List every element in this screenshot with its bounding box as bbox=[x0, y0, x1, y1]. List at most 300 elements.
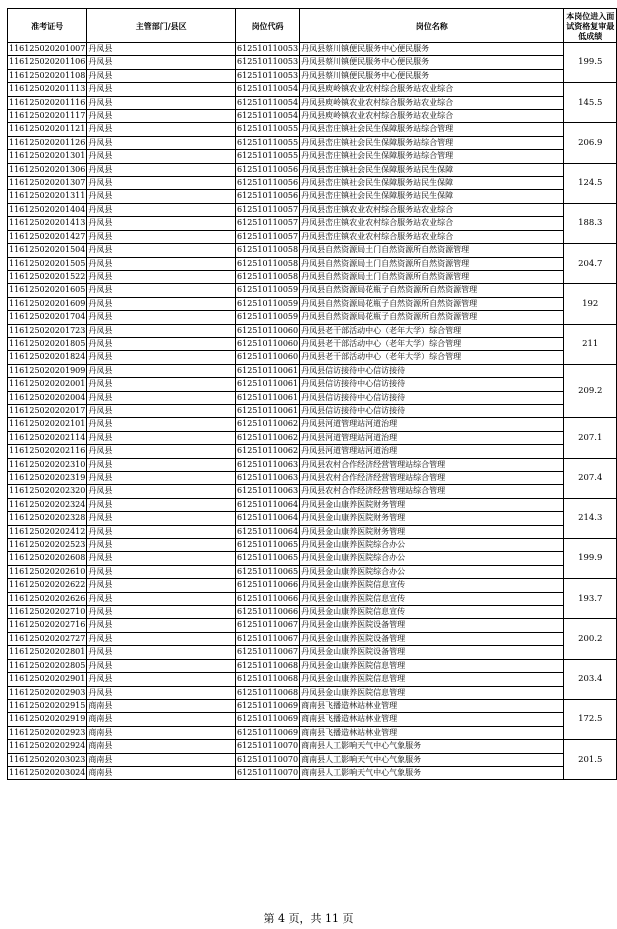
department-cell: 丹凤县 bbox=[87, 270, 236, 283]
position-name-cell: 丹凤县自然资源局土门自然资源所自然资源管理 bbox=[300, 270, 564, 283]
exam-id-cell: 116125020202116 bbox=[8, 445, 87, 458]
exam-id-cell: 116125020201723 bbox=[8, 324, 87, 337]
exam-id-cell: 116125020202923 bbox=[8, 726, 87, 739]
position-name-cell: 丹凤县河道管理站河道治理 bbox=[300, 431, 564, 444]
exam-id-cell: 116125020201126 bbox=[8, 136, 87, 149]
min-score-cell: 188.3 bbox=[564, 203, 617, 243]
position-name-cell: 商南县人工影响天气中心气象服务 bbox=[300, 753, 564, 766]
position-name-cell: 丹凤县金山康养医院财务管理 bbox=[300, 525, 564, 538]
table-row bbox=[8, 552, 617, 565]
table-row bbox=[8, 431, 617, 444]
position-name-cell: 丹凤县老干部活动中心（老年大学）综合管理 bbox=[300, 337, 564, 350]
position-name-cell: 商南县飞播造林站林业管理 bbox=[300, 699, 564, 712]
exam-id-cell: 116125020202319 bbox=[8, 472, 87, 485]
min-score-cell: 200.2 bbox=[564, 619, 617, 659]
department-cell: 丹凤县 bbox=[87, 539, 236, 552]
table-row bbox=[8, 297, 617, 310]
department-cell: 丹凤县 bbox=[87, 632, 236, 645]
table-row bbox=[8, 177, 617, 190]
exam-id-cell: 116125020202310 bbox=[8, 458, 87, 471]
position-code-cell: 612510110053 bbox=[236, 43, 300, 56]
table-row bbox=[8, 123, 617, 136]
position-code-cell: 612510110067 bbox=[236, 619, 300, 632]
position-code-cell: 612510110066 bbox=[236, 606, 300, 619]
min-score-cell: 145.5 bbox=[564, 83, 617, 123]
position-code-cell: 612510110070 bbox=[236, 766, 300, 779]
position-code-cell: 612510110063 bbox=[236, 458, 300, 471]
department-cell: 丹凤县 bbox=[87, 391, 236, 404]
exam-id-cell: 116125020202017 bbox=[8, 404, 87, 417]
department-cell: 商南县 bbox=[87, 726, 236, 739]
department-cell: 丹凤县 bbox=[87, 190, 236, 203]
position-name-cell: 丹凤县信访接待中心信访接待 bbox=[300, 364, 564, 377]
table-row bbox=[8, 646, 617, 659]
exam-id-cell: 116125020202626 bbox=[8, 592, 87, 605]
exam-id-cell: 116125020201121 bbox=[8, 123, 87, 136]
position-name-cell: 丹凤县金山康养医院设备管理 bbox=[300, 632, 564, 645]
position-code-cell: 612510110059 bbox=[236, 311, 300, 324]
department-cell: 丹凤县 bbox=[87, 163, 236, 176]
position-code-cell: 612510110060 bbox=[236, 337, 300, 350]
table-row bbox=[8, 257, 617, 270]
table-row bbox=[8, 136, 617, 149]
table-row bbox=[8, 619, 617, 632]
position-name-cell: 丹凤县峦庄镇社会民生保障服务站民生保障 bbox=[300, 190, 564, 203]
exam-id-cell: 116125020202412 bbox=[8, 525, 87, 538]
exam-id-cell: 116125020201805 bbox=[8, 337, 87, 350]
table-row bbox=[8, 43, 617, 56]
exam-id-cell: 116125020201522 bbox=[8, 270, 87, 283]
position-name-cell: 丹凤县河道管理站河道治理 bbox=[300, 445, 564, 458]
table-row bbox=[8, 270, 617, 283]
table-row bbox=[8, 391, 617, 404]
position-code-cell: 612510110069 bbox=[236, 699, 300, 712]
position-name-cell: 丹凤县峦庄镇农业农村综合服务站农业综合 bbox=[300, 230, 564, 243]
min-score-cell: 172.5 bbox=[564, 699, 617, 739]
department-cell: 丹凤县 bbox=[87, 324, 236, 337]
position-code-cell: 612510110065 bbox=[236, 552, 300, 565]
table-row bbox=[8, 163, 617, 176]
min-score-cell: 124.5 bbox=[564, 163, 617, 203]
min-score-cell: 207.1 bbox=[564, 418, 617, 458]
department-cell: 丹凤县 bbox=[87, 565, 236, 578]
department-cell: 商南县 bbox=[87, 713, 236, 726]
exam-id-cell: 116125020202903 bbox=[8, 686, 87, 699]
position-name-cell: 丹凤县河道管理站河道治理 bbox=[300, 418, 564, 431]
position-name-cell: 丹凤县峦庄镇社会民生保障服务站民生保障 bbox=[300, 163, 564, 176]
department-cell: 商南县 bbox=[87, 699, 236, 712]
table-row bbox=[8, 753, 617, 766]
min-score-cell: 214.3 bbox=[564, 498, 617, 538]
exam-id-cell: 116125020201117 bbox=[8, 110, 87, 123]
department-cell: 丹凤县 bbox=[87, 257, 236, 270]
department-cell: 商南县 bbox=[87, 766, 236, 779]
exam-id-cell: 116125020202608 bbox=[8, 552, 87, 565]
exam-id-cell: 116125020203024 bbox=[8, 766, 87, 779]
exam-id-cell: 116125020201301 bbox=[8, 150, 87, 163]
position-code-cell: 612510110068 bbox=[236, 659, 300, 672]
position-name-cell: 丹凤县金山康养医院设备管理 bbox=[300, 619, 564, 632]
table-row bbox=[8, 498, 617, 511]
table-row bbox=[8, 579, 617, 592]
position-name-cell: 丹凤县信访接待中心信访接待 bbox=[300, 378, 564, 391]
table-row bbox=[8, 150, 617, 163]
min-score-cell: 201.5 bbox=[564, 740, 617, 780]
exam-id-cell: 116125020201609 bbox=[8, 297, 87, 310]
position-code-cell: 612510110059 bbox=[236, 284, 300, 297]
table-row bbox=[8, 284, 617, 297]
position-code-cell: 612510110061 bbox=[236, 404, 300, 417]
position-name-cell: 丹凤县信访接待中心信访接待 bbox=[300, 404, 564, 417]
department-cell: 丹凤县 bbox=[87, 378, 236, 391]
table-row bbox=[8, 565, 617, 578]
position-code-cell: 612510110057 bbox=[236, 217, 300, 230]
department-cell: 丹凤县 bbox=[87, 458, 236, 471]
department-cell: 丹凤县 bbox=[87, 337, 236, 350]
position-code-cell: 612510110055 bbox=[236, 136, 300, 149]
position-code-cell: 612510110066 bbox=[236, 579, 300, 592]
position-name-cell: 丹凤县金山康养医院信息管理 bbox=[300, 673, 564, 686]
department-cell: 丹凤县 bbox=[87, 136, 236, 149]
exam-id-cell: 116125020202915 bbox=[8, 699, 87, 712]
position-code-cell: 612510110069 bbox=[236, 713, 300, 726]
table-row bbox=[8, 110, 617, 123]
position-code-cell: 612510110055 bbox=[236, 150, 300, 163]
exam-id-cell: 116125020201504 bbox=[8, 244, 87, 257]
page-footer: 第 4 页，共 11 页 bbox=[263, 912, 354, 925]
exam-id-cell: 116125020202101 bbox=[8, 418, 87, 431]
position-name-cell: 丹凤县老干部活动中心（老年大学）综合管理 bbox=[300, 351, 564, 364]
department-cell: 丹凤县 bbox=[87, 619, 236, 632]
department-cell: 丹凤县 bbox=[87, 217, 236, 230]
position-code-cell: 612510110054 bbox=[236, 110, 300, 123]
exam-id-cell: 116125020202523 bbox=[8, 539, 87, 552]
exam-id-cell: 116125020201427 bbox=[8, 230, 87, 243]
position-name-cell: 丹凤县庾岭镇农业农村综合服务站农业综合 bbox=[300, 110, 564, 123]
header-min-score: 本岗位进入面试资格复审最低成绩 bbox=[564, 9, 617, 43]
exam-id-cell: 116125020202901 bbox=[8, 673, 87, 686]
exam-id-cell: 116125020202919 bbox=[8, 713, 87, 726]
table-row bbox=[8, 539, 617, 552]
exam-id-cell: 116125020201505 bbox=[8, 257, 87, 270]
table-row bbox=[8, 525, 617, 538]
table-row bbox=[8, 445, 617, 458]
position-name-cell: 丹凤县峦庄镇农业农村综合服务站农业综合 bbox=[300, 217, 564, 230]
table-row bbox=[8, 740, 617, 753]
department-cell: 商南县 bbox=[87, 753, 236, 766]
department-cell: 丹凤县 bbox=[87, 203, 236, 216]
table-row bbox=[8, 673, 617, 686]
table-row bbox=[8, 632, 617, 645]
min-score-cell: 192 bbox=[564, 284, 617, 324]
table-row bbox=[8, 378, 617, 391]
department-cell: 丹凤县 bbox=[87, 150, 236, 163]
position-name-cell: 丹凤县农村合作经济经营管理站综合管理 bbox=[300, 458, 564, 471]
position-name-cell: 丹凤县自然资源局土门自然资源所自然资源管理 bbox=[300, 257, 564, 270]
department-cell: 丹凤县 bbox=[87, 512, 236, 525]
exam-id-cell: 116125020202710 bbox=[8, 606, 87, 619]
exam-id-cell: 116125020201108 bbox=[8, 69, 87, 82]
position-name-cell: 商南县人工影响天气中心气象服务 bbox=[300, 766, 564, 779]
department-cell: 丹凤县 bbox=[87, 244, 236, 257]
table-row bbox=[8, 472, 617, 485]
department-cell: 丹凤县 bbox=[87, 297, 236, 310]
position-code-cell: 612510110064 bbox=[236, 525, 300, 538]
min-score-cell: 211 bbox=[564, 324, 617, 364]
table-row bbox=[8, 485, 617, 498]
position-code-cell: 612510110065 bbox=[236, 565, 300, 578]
table-row bbox=[8, 512, 617, 525]
department-cell: 丹凤县 bbox=[87, 498, 236, 511]
header-row bbox=[8, 9, 617, 43]
position-name-cell: 商南县人工影响天气中心气象服务 bbox=[300, 740, 564, 753]
table-row bbox=[8, 686, 617, 699]
exam-id-cell: 116125020201306 bbox=[8, 163, 87, 176]
position-name-cell: 丹凤县蔡川镇便民服务中心便民服务 bbox=[300, 69, 564, 82]
department-cell: 丹凤县 bbox=[87, 351, 236, 364]
department-cell: 丹凤县 bbox=[87, 606, 236, 619]
position-name-cell: 丹凤县金山康养医院信息管理 bbox=[300, 686, 564, 699]
department-cell: 丹凤县 bbox=[87, 230, 236, 243]
position-code-cell: 612510110069 bbox=[236, 726, 300, 739]
exam-id-cell: 116125020202320 bbox=[8, 485, 87, 498]
table-row bbox=[8, 404, 617, 417]
position-code-cell: 612510110053 bbox=[236, 69, 300, 82]
position-code-cell: 612510110064 bbox=[236, 498, 300, 511]
exam-id-cell: 116125020201116 bbox=[8, 96, 87, 109]
position-code-cell: 612510110056 bbox=[236, 177, 300, 190]
position-name-cell: 丹凤县自然资源局花瓶子自然资源所自然资源管理 bbox=[300, 311, 564, 324]
position-name-cell: 丹凤县金山康养医院信息宣传 bbox=[300, 606, 564, 619]
position-code-cell: 612510110070 bbox=[236, 753, 300, 766]
department-cell: 丹凤县 bbox=[87, 43, 236, 56]
min-score-cell: 193.7 bbox=[564, 579, 617, 619]
table-row bbox=[8, 190, 617, 203]
department-cell: 丹凤县 bbox=[87, 83, 236, 96]
table-row bbox=[8, 418, 617, 431]
position-name-cell: 丹凤县金山康养医院综合办公 bbox=[300, 539, 564, 552]
position-name-cell: 丹凤县峦庄镇社会民生保障服务站民生保障 bbox=[300, 177, 564, 190]
position-name-cell: 丹凤县峦庄镇社会民生保障服务站综合管理 bbox=[300, 150, 564, 163]
min-score-cell: 199.9 bbox=[564, 539, 617, 579]
exam-id-cell: 116125020202610 bbox=[8, 565, 87, 578]
department-cell: 丹凤县 bbox=[87, 110, 236, 123]
position-code-cell: 612510110058 bbox=[236, 270, 300, 283]
exam-id-cell: 116125020201307 bbox=[8, 177, 87, 190]
position-name-cell: 丹凤县庾岭镇农业农村综合服务站农业综合 bbox=[300, 83, 564, 96]
position-name-cell: 丹凤县蔡川镇便民服务中心便民服务 bbox=[300, 56, 564, 69]
department-cell: 丹凤县 bbox=[87, 646, 236, 659]
department-cell: 丹凤县 bbox=[87, 686, 236, 699]
exam-id-cell: 116125020201404 bbox=[8, 203, 87, 216]
table-row bbox=[8, 659, 617, 672]
exam-id-cell: 116125020202924 bbox=[8, 740, 87, 753]
table-row bbox=[8, 96, 617, 109]
position-name-cell: 丹凤县金山康养医院综合办公 bbox=[300, 565, 564, 578]
exam-id-cell: 116125020201113 bbox=[8, 83, 87, 96]
header-position-name: 岗位名称 bbox=[300, 9, 564, 43]
position-name-cell: 丹凤县金山康养医院综合办公 bbox=[300, 552, 564, 565]
header-department: 主管部门/县区 bbox=[87, 9, 236, 43]
exam-id-cell: 116125020201909 bbox=[8, 364, 87, 377]
position-name-cell: 丹凤县自然资源局土门自然资源所自然资源管理 bbox=[300, 244, 564, 257]
exam-id-cell: 116125020202114 bbox=[8, 431, 87, 444]
exam-id-cell: 116125020201605 bbox=[8, 284, 87, 297]
position-code-cell: 612510110061 bbox=[236, 391, 300, 404]
position-name-cell: 丹凤县峦庄镇社会民生保障服务站综合管理 bbox=[300, 136, 564, 149]
table-row bbox=[8, 726, 617, 739]
position-name-cell: 丹凤县金山康养医院财务管理 bbox=[300, 498, 564, 511]
department-cell: 丹凤县 bbox=[87, 431, 236, 444]
table-row bbox=[8, 337, 617, 350]
exam-id-cell: 116125020202622 bbox=[8, 579, 87, 592]
position-name-cell: 丹凤县金山康养医院财务管理 bbox=[300, 512, 564, 525]
exam-id-cell: 116125020202805 bbox=[8, 659, 87, 672]
position-code-cell: 612510110056 bbox=[236, 190, 300, 203]
position-name-cell: 丹凤县信访接待中心信访接待 bbox=[300, 391, 564, 404]
score-table bbox=[7, 8, 617, 780]
exam-id-cell: 116125020202727 bbox=[8, 632, 87, 645]
min-score-cell: 203.4 bbox=[564, 659, 617, 699]
min-score-cell: 206.9 bbox=[564, 123, 617, 163]
department-cell: 丹凤县 bbox=[87, 177, 236, 190]
exam-id-cell: 116125020202801 bbox=[8, 646, 87, 659]
department-cell: 丹凤县 bbox=[87, 404, 236, 417]
position-name-cell: 丹凤县农村合作经济经营管理站综合管理 bbox=[300, 485, 564, 498]
min-score-cell: 207.4 bbox=[564, 458, 617, 498]
position-code-cell: 612510110068 bbox=[236, 673, 300, 686]
exam-id-cell: 116125020202324 bbox=[8, 498, 87, 511]
table-body bbox=[8, 43, 617, 780]
department-cell: 丹凤县 bbox=[87, 56, 236, 69]
position-name-cell: 丹凤县蔡川镇便民服务中心便民服务 bbox=[300, 43, 564, 56]
min-score-cell: 209.2 bbox=[564, 364, 617, 418]
exam-id-cell: 116125020201824 bbox=[8, 351, 87, 364]
exam-id-cell: 116125020201007 bbox=[8, 43, 87, 56]
table-row bbox=[8, 311, 617, 324]
position-name-cell: 丹凤县自然资源局花瓶子自然资源所自然资源管理 bbox=[300, 297, 564, 310]
table-row bbox=[8, 606, 617, 619]
table-row bbox=[8, 351, 617, 364]
department-cell: 丹凤县 bbox=[87, 659, 236, 672]
table-row bbox=[8, 458, 617, 471]
table-row bbox=[8, 56, 617, 69]
position-name-cell: 商南县飞播造林站林业管理 bbox=[300, 713, 564, 726]
position-code-cell: 612510110057 bbox=[236, 230, 300, 243]
position-code-cell: 612510110063 bbox=[236, 472, 300, 485]
position-code-cell: 612510110065 bbox=[236, 539, 300, 552]
position-code-cell: 612510110062 bbox=[236, 418, 300, 431]
table-row bbox=[8, 592, 617, 605]
exam-id-cell: 116125020201704 bbox=[8, 311, 87, 324]
department-cell: 丹凤县 bbox=[87, 579, 236, 592]
position-code-cell: 612510110070 bbox=[236, 740, 300, 753]
min-score-cell: 204.7 bbox=[564, 244, 617, 284]
department-cell: 丹凤县 bbox=[87, 552, 236, 565]
exam-id-cell: 116125020202004 bbox=[8, 391, 87, 404]
exam-id-cell: 116125020201106 bbox=[8, 56, 87, 69]
position-name-cell: 丹凤县金山康养医院设备管理 bbox=[300, 646, 564, 659]
position-code-cell: 612510110068 bbox=[236, 686, 300, 699]
position-name-cell: 丹凤县老干部活动中心（老年大学）综合管理 bbox=[300, 324, 564, 337]
department-cell: 丹凤县 bbox=[87, 472, 236, 485]
table-row bbox=[8, 766, 617, 779]
position-code-cell: 612510110061 bbox=[236, 378, 300, 391]
department-cell: 丹凤县 bbox=[87, 592, 236, 605]
department-cell: 丹凤县 bbox=[87, 284, 236, 297]
department-cell: 丹凤县 bbox=[87, 364, 236, 377]
department-cell: 丹凤县 bbox=[87, 418, 236, 431]
table-row bbox=[8, 244, 617, 257]
min-score-cell: 199.5 bbox=[564, 43, 617, 83]
position-code-cell: 612510110061 bbox=[236, 364, 300, 377]
header-position-code: 岗位代码 bbox=[236, 9, 300, 43]
department-cell: 丹凤县 bbox=[87, 96, 236, 109]
table-row bbox=[8, 83, 617, 96]
table-row bbox=[8, 69, 617, 82]
department-cell: 丹凤县 bbox=[87, 445, 236, 458]
exam-id-cell: 116125020201413 bbox=[8, 217, 87, 230]
position-code-cell: 612510110062 bbox=[236, 445, 300, 458]
position-code-cell: 612510110058 bbox=[236, 257, 300, 270]
department-cell: 丹凤县 bbox=[87, 311, 236, 324]
table-row bbox=[8, 217, 617, 230]
position-name-cell: 丹凤县峦庄镇农业农村综合服务站农业综合 bbox=[300, 203, 564, 216]
position-code-cell: 612510110058 bbox=[236, 244, 300, 257]
position-code-cell: 612510110064 bbox=[236, 512, 300, 525]
position-code-cell: 612510110060 bbox=[236, 324, 300, 337]
position-name-cell: 丹凤县金山康养医院信息宣传 bbox=[300, 579, 564, 592]
department-cell: 丹凤县 bbox=[87, 69, 236, 82]
position-code-cell: 612510110066 bbox=[236, 592, 300, 605]
position-code-cell: 612510110054 bbox=[236, 83, 300, 96]
position-code-cell: 612510110054 bbox=[236, 96, 300, 109]
position-code-cell: 612510110067 bbox=[236, 646, 300, 659]
position-code-cell: 612510110060 bbox=[236, 351, 300, 364]
table-row bbox=[8, 230, 617, 243]
position-name-cell: 丹凤县金山康养医院信息宣传 bbox=[300, 592, 564, 605]
exam-id-cell: 116125020203023 bbox=[8, 753, 87, 766]
position-name-cell: 丹凤县峦庄镇社会民生保障服务站综合管理 bbox=[300, 123, 564, 136]
table-row bbox=[8, 364, 617, 377]
position-code-cell: 612510110059 bbox=[236, 297, 300, 310]
position-code-cell: 612510110067 bbox=[236, 632, 300, 645]
position-code-cell: 612510110062 bbox=[236, 431, 300, 444]
exam-id-cell: 116125020202716 bbox=[8, 619, 87, 632]
table-row bbox=[8, 713, 617, 726]
position-code-cell: 612510110055 bbox=[236, 123, 300, 136]
exam-id-cell: 116125020202001 bbox=[8, 378, 87, 391]
position-name-cell: 丹凤县自然资源局花瓶子自然资源所自然资源管理 bbox=[300, 284, 564, 297]
table-row bbox=[8, 324, 617, 337]
position-name-cell: 丹凤县庾岭镇农业农村综合服务站农业综合 bbox=[300, 96, 564, 109]
header-exam-id: 准考证号 bbox=[8, 9, 87, 43]
position-code-cell: 612510110057 bbox=[236, 203, 300, 216]
department-cell: 丹凤县 bbox=[87, 525, 236, 538]
position-code-cell: 612510110053 bbox=[236, 56, 300, 69]
position-name-cell: 商南县飞播造林站林业管理 bbox=[300, 726, 564, 739]
position-name-cell: 丹凤县金山康养医院信息管理 bbox=[300, 659, 564, 672]
table-row bbox=[8, 203, 617, 216]
department-cell: 丹凤县 bbox=[87, 485, 236, 498]
department-cell: 商南县 bbox=[87, 740, 236, 753]
department-cell: 丹凤县 bbox=[87, 673, 236, 686]
exam-id-cell: 116125020201311 bbox=[8, 190, 87, 203]
position-name-cell: 丹凤县农村合作经济经营管理站综合管理 bbox=[300, 472, 564, 485]
position-code-cell: 612510110063 bbox=[236, 485, 300, 498]
table-row bbox=[8, 699, 617, 712]
exam-id-cell: 116125020202328 bbox=[8, 512, 87, 525]
